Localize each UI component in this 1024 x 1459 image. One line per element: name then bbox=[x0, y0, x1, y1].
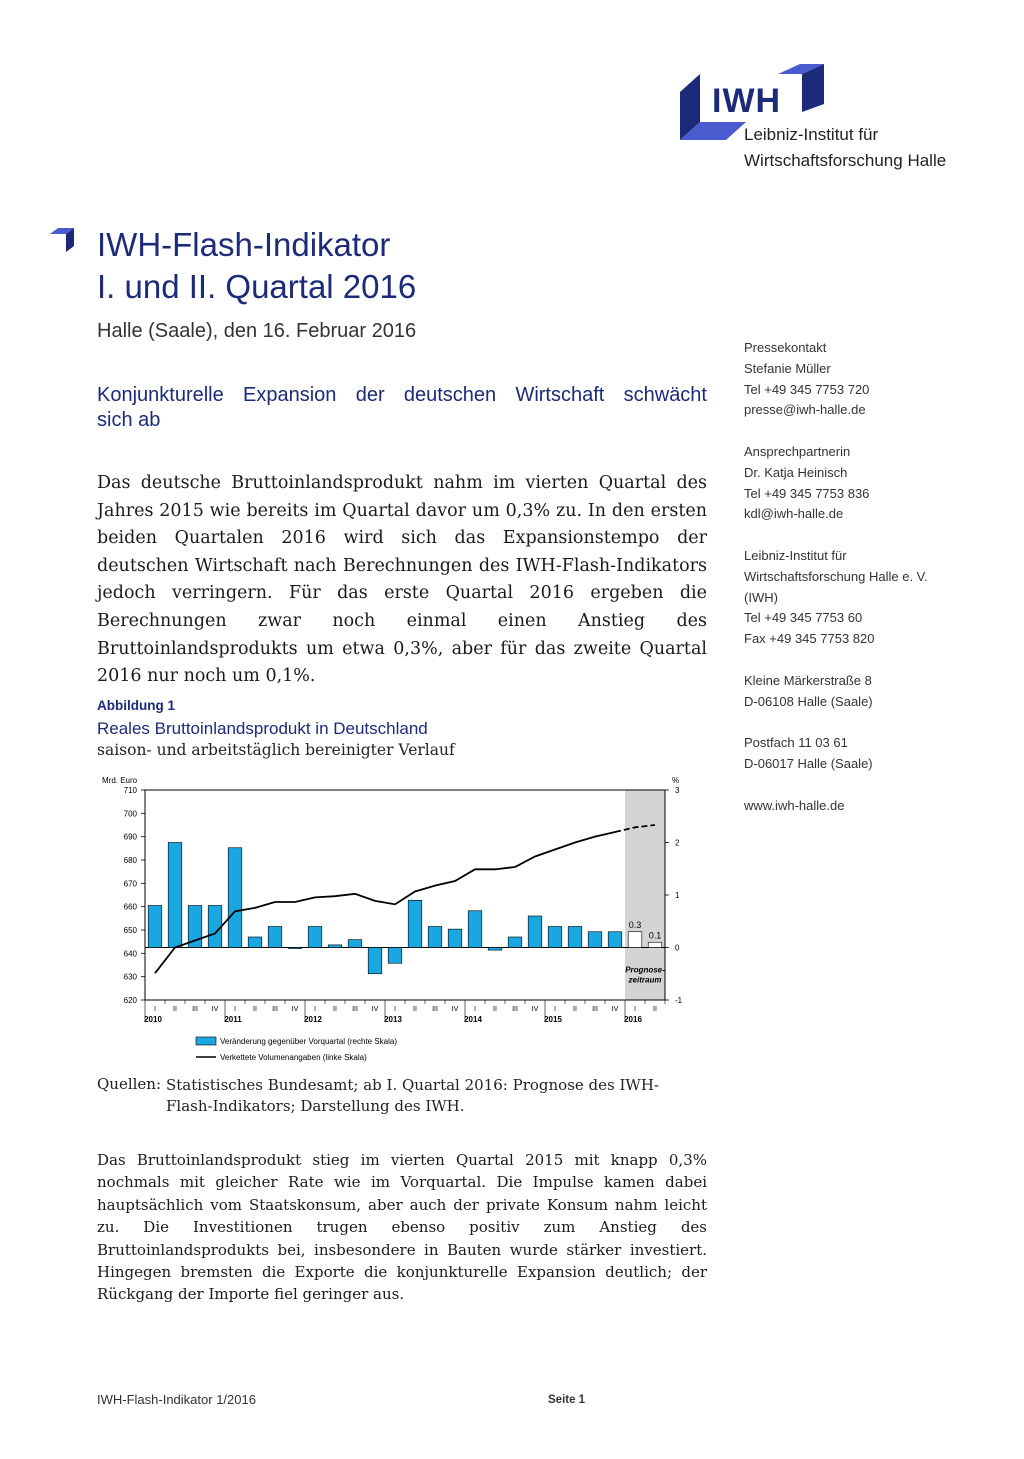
bar bbox=[528, 916, 542, 948]
left-tick-label: 630 bbox=[123, 972, 137, 982]
logo-abbr: IWH bbox=[712, 82, 782, 120]
quarter-label: I bbox=[554, 1006, 556, 1013]
bar bbox=[308, 927, 322, 948]
address-block bbox=[744, 671, 974, 713]
quarter-label: IV bbox=[611, 1006, 619, 1013]
quarter-label: III bbox=[592, 1006, 598, 1013]
left-axis bbox=[124, 786, 145, 1005]
bar bbox=[408, 900, 422, 947]
institute-fax: Fax +49 345 7753 820 bbox=[744, 631, 875, 647]
plot-frame bbox=[145, 790, 665, 1000]
bar bbox=[328, 945, 342, 948]
left-tick-label: 710 bbox=[123, 786, 137, 795]
bar bbox=[588, 932, 602, 948]
address-street: Kleine Märkerstraße 8 bbox=[744, 672, 872, 688]
bar bbox=[428, 927, 442, 948]
title-bullet-icon bbox=[50, 228, 76, 252]
bar bbox=[348, 940, 362, 948]
bar bbox=[548, 927, 562, 948]
institute-line-1: Leibniz-Institut für bbox=[744, 547, 847, 563]
x-axis bbox=[144, 1000, 665, 1024]
quarter-label: I bbox=[634, 1006, 636, 1013]
bar-series bbox=[148, 843, 662, 974]
year-label: 2010 bbox=[144, 1015, 162, 1024]
press-email-link[interactable]: presse@iwh-halle.de bbox=[744, 402, 866, 418]
bar bbox=[648, 942, 662, 947]
quarter-label: IV bbox=[531, 1006, 539, 1013]
right-axis bbox=[665, 786, 683, 1005]
left-tick-label: 620 bbox=[123, 996, 137, 1005]
contact-sidebar bbox=[744, 338, 974, 816]
gdp-chart bbox=[96, 772, 706, 1068]
quarter-label: III bbox=[352, 1006, 358, 1013]
postbox-number: Postfach 11 03 61 bbox=[744, 735, 848, 751]
forecast-label-line-1: Prognose- bbox=[625, 965, 665, 975]
quarter-label: III bbox=[272, 1006, 278, 1013]
left-tick-label: 700 bbox=[123, 809, 137, 819]
left-tick-label: 670 bbox=[123, 879, 137, 889]
bar bbox=[368, 948, 382, 974]
body-paragraph: Das Bruttoinlandsprodukt stieg im vierten Quartal 2015 mit knapp 0,3% nochmals mit gleicher Rate wie im Vorquartal. Die Impulse kamen dabei hauptsächlich vom Staatskonsum, aber auch der private Konsum nahm leicht zu. Die Investitionen trugen ebenso positiv zum Anstieg des Bruttoinlandsprodukts bei, insbesondere in Bauten wurde stärker investiert. Hingegen bremsten die Exporte die konjunkturelle Expansion deutlich; der Rückgang der Importe fiel geringer aus. bbox=[97, 1151, 707, 1304]
address-city: D-06108 Halle (Saale) bbox=[744, 693, 873, 709]
legend-bar-label: Veränderung gegenüber Vorquartal (rechte Skala) bbox=[220, 1037, 398, 1046]
subtitle-line-1: Konjunkturelle Expansion der deutschen Wirtschaft schwächt bbox=[97, 384, 707, 406]
legend-bar-swatch bbox=[196, 1037, 216, 1045]
left-tick-label: 660 bbox=[123, 902, 137, 912]
institute-line-2: Wirtschaftsforschung Halle e. V. bbox=[744, 568, 928, 584]
left-tick-label: 690 bbox=[123, 832, 137, 842]
figure-label: Abbildung 1 bbox=[97, 698, 175, 713]
postbox-city: D-06017 Halle (Saale) bbox=[744, 755, 873, 771]
bar bbox=[508, 937, 522, 948]
press-heading: Pressekontakt bbox=[744, 340, 827, 355]
quarter-label: I bbox=[394, 1006, 396, 1013]
bar bbox=[248, 937, 262, 948]
year-label: 2015 bbox=[544, 1015, 562, 1024]
legend-line-label: Verkettete Volumenangaben (linke Skala) bbox=[220, 1053, 367, 1062]
logo-line-2: Wirtschaftsforschung Halle bbox=[744, 151, 947, 170]
lead-paragraph: Das deutsche Bruttoinlandsprodukt nahm im vierten Quartal des Jahres 2015 wie bereits im Quartal davor um 0,3% zu. In den ersten beiden Quartalen 2016 wird sich das Expansionstempo der deutschen Wirtschaft nach Berechnungen des IWH-Flash-Indikators jedoch verringern. Für das erste Quartal 2016 ergeben die Berechnungen zwar noch einmal einen Anstieg des Bruttoinlandsprodukts um etwa 0,3%, aber für das zweite Quartal 2016 nur noch um 0,1%. bbox=[97, 473, 707, 687]
footer-page-number: Seite 1 bbox=[548, 1394, 586, 1406]
left-tick-label: 680 bbox=[123, 856, 137, 865]
quarter-label: II bbox=[493, 1006, 497, 1013]
bar bbox=[168, 843, 182, 948]
right-tick-label: 2 bbox=[675, 838, 680, 848]
bar bbox=[628, 932, 642, 948]
quarter-label: I bbox=[234, 1006, 236, 1013]
quarter-label: III bbox=[432, 1006, 438, 1013]
year-label: 2012 bbox=[304, 1015, 322, 1024]
right-tick-label: 3 bbox=[675, 786, 680, 795]
page-title bbox=[97, 224, 416, 308]
bar bbox=[268, 927, 282, 948]
year-label: 2013 bbox=[384, 1015, 402, 1024]
press-name: Stefanie Müller bbox=[744, 360, 831, 376]
quarter-label: III bbox=[512, 1006, 518, 1013]
bar bbox=[448, 929, 462, 947]
institute-block bbox=[744, 546, 974, 650]
bar bbox=[568, 927, 582, 948]
sources-label: Quellen: bbox=[97, 1075, 162, 1093]
quarter-label: III bbox=[192, 1006, 198, 1013]
quarter-label: I bbox=[474, 1006, 476, 1013]
bar bbox=[488, 948, 502, 951]
institute-phone: Tel +49 345 7753 60 bbox=[744, 610, 863, 626]
left-axis-unit: Mrd. Euro bbox=[102, 776, 138, 785]
forecast-label-line-2: zeitraum bbox=[628, 975, 662, 985]
bar bbox=[228, 848, 242, 948]
quarter-label: I bbox=[154, 1006, 156, 1013]
quarter-label: IV bbox=[291, 1006, 299, 1013]
logo-line-1: Leibniz-Institut für bbox=[744, 125, 879, 144]
subtitle-line-2: sich ab bbox=[97, 409, 161, 431]
press-contact-block bbox=[744, 338, 974, 421]
institute-abbr: (IWH) bbox=[744, 589, 778, 605]
quarter-label: II bbox=[173, 1006, 177, 1013]
website-link[interactable]: www.iwh-halle.de bbox=[744, 797, 845, 813]
right-tick-label: 0 bbox=[675, 943, 680, 953]
dateline: Halle (Saale), den 16. Februar 2016 bbox=[97, 320, 417, 342]
press-phone: Tel +49 345 7753 720 bbox=[744, 381, 870, 397]
figure-subtitle: saison- und arbeitstäglich bereinigter Verlauf bbox=[97, 741, 455, 759]
quarter-label: IV bbox=[371, 1006, 379, 1013]
logo-institute-name bbox=[744, 122, 946, 174]
contact-heading: Ansprechpartnerin bbox=[744, 443, 851, 459]
year-label: 2011 bbox=[224, 1015, 242, 1024]
quarter-label: II bbox=[413, 1006, 417, 1013]
bar bbox=[468, 911, 482, 948]
quarter-label: IV bbox=[451, 1006, 459, 1013]
bar-label-q1-2016: 0.3 bbox=[628, 919, 642, 930]
quarter-label: IV bbox=[211, 1006, 219, 1013]
quarter-label: II bbox=[253, 1006, 257, 1013]
title-line-2: I. und II. Quartal 2016 bbox=[97, 268, 417, 305]
quarter-label: II bbox=[653, 1006, 657, 1013]
postbox-block bbox=[744, 733, 974, 775]
contact-person-block bbox=[744, 442, 974, 525]
bar bbox=[608, 932, 622, 948]
year-label: 2014 bbox=[464, 1015, 482, 1024]
quarter-label: II bbox=[573, 1006, 577, 1013]
quarter-label: I bbox=[314, 1006, 316, 1013]
right-axis-unit: % bbox=[672, 776, 680, 785]
year-label: 2016 bbox=[624, 1015, 642, 1024]
contact-email-link[interactable]: kdl@iwh-halle.de bbox=[744, 506, 844, 522]
title-line-1: IWH-Flash-Indikator bbox=[97, 226, 391, 263]
bar bbox=[208, 906, 222, 948]
bar bbox=[388, 948, 402, 964]
bar-label-q2-2016: 0.1 bbox=[648, 930, 662, 941]
chart-legend bbox=[196, 1037, 397, 1062]
contact-phone: Tel +49 345 7753 836 bbox=[744, 485, 870, 501]
sources-text: Statistisches Bundesamt; ab I. Quartal 2016: Prognose des IWH-Flash-Indikators; Darstellung des IWH. bbox=[166, 1076, 659, 1115]
right-tick-label: 1 bbox=[675, 891, 680, 900]
figure-title: Reales Bruttoinlandsprodukt in Deutschland bbox=[97, 719, 428, 738]
footer-publication: IWH-Flash-Indikator 1/2016 bbox=[97, 1392, 256, 1407]
gdp-level-line bbox=[155, 832, 615, 973]
quarter-label: II bbox=[333, 1006, 337, 1013]
left-tick-label: 640 bbox=[123, 949, 137, 959]
contact-name: Dr. Katja Heinisch bbox=[744, 464, 848, 480]
bar bbox=[288, 948, 302, 949]
right-tick-label: -1 bbox=[675, 996, 683, 1005]
left-tick-label: 650 bbox=[123, 926, 137, 935]
bar bbox=[148, 906, 162, 948]
